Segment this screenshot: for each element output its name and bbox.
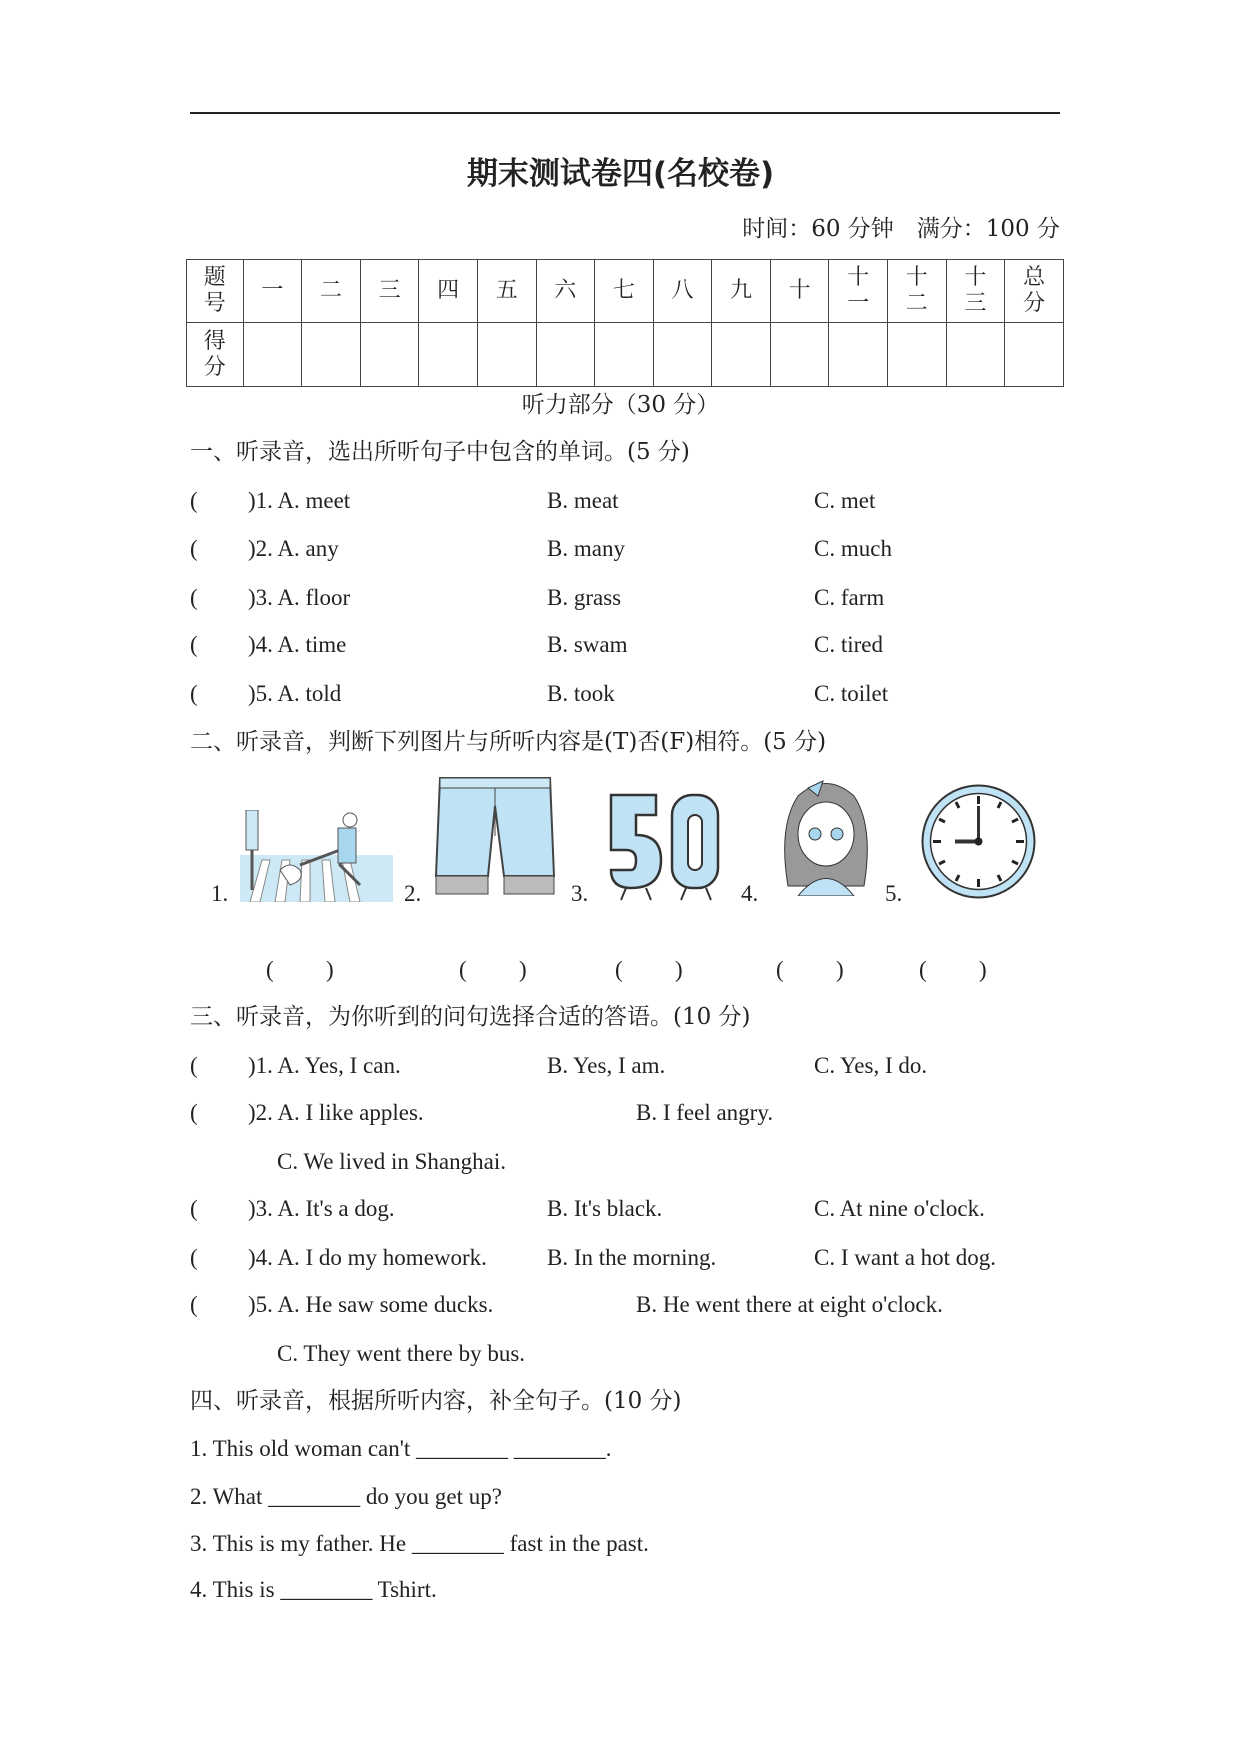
question-option-a: )5. A. told: [248, 681, 342, 706]
score-cell[interactable]: [653, 323, 712, 387]
answer-paren[interactable]: (: [190, 681, 198, 706]
option-b: B. took: [547, 681, 615, 706]
option-c: C. much: [814, 536, 892, 561]
option-b: B. Yes, I am.: [547, 1053, 666, 1078]
fill-in-sentence[interactable]: 4. This is ________ Tshirt.: [190, 1577, 437, 1602]
fill-in-sentence[interactable]: 1. This old woman can't ________ ________.: [190, 1436, 612, 1461]
answer-paren-open[interactable]: (: [919, 957, 927, 982]
answer-paren-close: ): [836, 957, 844, 982]
picture-label: 4.: [741, 881, 759, 906]
option-b: B. He went there at eight o'clock.: [636, 1292, 943, 1317]
score-cell[interactable]: [770, 323, 829, 387]
answer-paren-open[interactable]: (: [615, 957, 623, 982]
col-header: 六: [536, 260, 595, 323]
col-header: 十: [770, 260, 829, 323]
score-cell[interactable]: [888, 323, 947, 387]
section1-heading: 一、听录音，选出所听句子中包含的单词。(5 分): [190, 439, 690, 465]
score-cell[interactable]: [477, 323, 536, 387]
answer-paren[interactable]: (: [190, 1245, 198, 1270]
question-option-a: )1. A. Yes, I can.: [248, 1053, 401, 1078]
option-c: C. tired: [814, 632, 883, 657]
option-b: B. I feel angry.: [636, 1100, 774, 1125]
answer-paren-close: ): [326, 957, 334, 982]
shorts-picture: [432, 776, 558, 902]
answer-paren-close: ): [979, 957, 987, 982]
col-header: 五: [477, 260, 536, 323]
col-header: 三: [360, 260, 419, 323]
picture-label: 5.: [885, 881, 903, 906]
option-c: C. They went there by bus.: [277, 1341, 526, 1366]
question-option-a: )2. A. any: [248, 536, 339, 561]
score-cell[interactable]: [360, 323, 419, 387]
option-b: B. grass: [547, 585, 622, 610]
answer-paren[interactable]: (: [190, 632, 198, 657]
col-header: 十三: [964, 265, 987, 316]
clock-picture: [919, 782, 1038, 901]
answer-paren-open[interactable]: (: [459, 957, 467, 982]
col-header: 十一: [847, 265, 870, 316]
option-c: C. farm: [814, 585, 885, 610]
score-table: [186, 259, 1064, 387]
time-and-score: 时间：60 分钟 满分：100 分: [742, 216, 1060, 242]
question-option-a: )3. A. floor: [248, 585, 351, 610]
col-header: 七: [595, 260, 654, 323]
option-c: C. I want a hot dog.: [814, 1245, 997, 1270]
answer-paren[interactable]: (: [190, 1196, 198, 1221]
answer-paren[interactable]: (: [190, 585, 198, 610]
answer-paren-open[interactable]: (: [776, 957, 784, 982]
picture-label: 2.: [404, 881, 422, 906]
question-option-a: )3. A. It's a dog.: [248, 1196, 395, 1221]
picture-label: 3.: [571, 881, 589, 906]
option-c: C. met: [814, 488, 876, 513]
option-b: B. In the morning.: [547, 1245, 717, 1270]
number-fifty-picture: [606, 790, 725, 902]
answer-paren-close: ): [675, 957, 683, 982]
option-b: B. meat: [547, 488, 619, 513]
score-cell[interactable]: [946, 323, 1005, 387]
col-header: 四: [419, 260, 478, 323]
crosswalk-picture: [240, 810, 393, 902]
col-header: 八: [653, 260, 712, 323]
col-header: 二: [302, 260, 361, 323]
score-cell[interactable]: [302, 323, 361, 387]
option-c: C. At nine o'clock.: [814, 1196, 985, 1221]
option-c: C. We lived in Shanghai.: [277, 1149, 506, 1174]
question-option-a: )5. A. He saw some ducks.: [248, 1292, 494, 1317]
picture-label: 1.: [211, 881, 229, 906]
header-rule: [190, 112, 1060, 114]
score-cell[interactable]: [712, 323, 771, 387]
score-cell[interactable]: [595, 323, 654, 387]
question-option-a: )1. A. meet: [248, 488, 351, 513]
option-c: C. Yes, I do.: [814, 1053, 928, 1078]
option-c: C. toilet: [814, 681, 889, 706]
answer-paren[interactable]: (: [190, 488, 198, 513]
fill-in-sentence[interactable]: 3. This is my father. He ________ fast in the past.: [190, 1531, 649, 1556]
section-part-heading: 听力部分（30 分）: [521, 392, 720, 418]
question-option-a: )2. A. I like apples.: [248, 1100, 424, 1125]
page-title: 期末测试卷四(名校卷): [466, 156, 775, 192]
answer-paren[interactable]: (: [190, 1292, 198, 1317]
score-cell[interactable]: [419, 323, 478, 387]
row-label-score: 得分: [187, 323, 244, 387]
section2-heading: 二、听录音，判断下列图片与所听内容是(T)否(F)相符。(5 分): [190, 729, 827, 755]
fill-in-sentence[interactable]: 2. What ________ do you get up?: [190, 1484, 502, 1509]
score-cell[interactable]: [243, 323, 302, 387]
question-option-a: )4. A. time: [248, 632, 347, 657]
answer-paren[interactable]: (: [190, 1100, 198, 1125]
answer-paren-close: ): [519, 957, 527, 982]
answer-paren[interactable]: (: [190, 536, 198, 561]
col-header: 总分: [1023, 265, 1046, 316]
question-option-a: )4. A. I do my homework.: [248, 1245, 487, 1270]
crying-girl-picture: [778, 776, 874, 896]
section3-heading: 三、听录音，为你听到的问句选择合适的答语。(10 分): [190, 1004, 751, 1030]
col-header: 十二: [905, 265, 928, 316]
score-cell[interactable]: [536, 323, 595, 387]
section4-heading: 四、听录音，根据所听内容，补全句子。(10 分): [190, 1388, 682, 1414]
option-b: B. It's black.: [547, 1196, 663, 1221]
answer-paren-open[interactable]: (: [266, 957, 274, 982]
score-cell[interactable]: [829, 323, 888, 387]
option-b: B. many: [547, 536, 625, 561]
option-b: B. swam: [547, 632, 628, 657]
answer-paren[interactable]: (: [190, 1053, 198, 1078]
row-label-question: 题号: [187, 260, 244, 323]
col-header: 一: [243, 260, 302, 323]
score-cell[interactable]: [1005, 323, 1064, 387]
col-header: 九: [712, 260, 771, 323]
